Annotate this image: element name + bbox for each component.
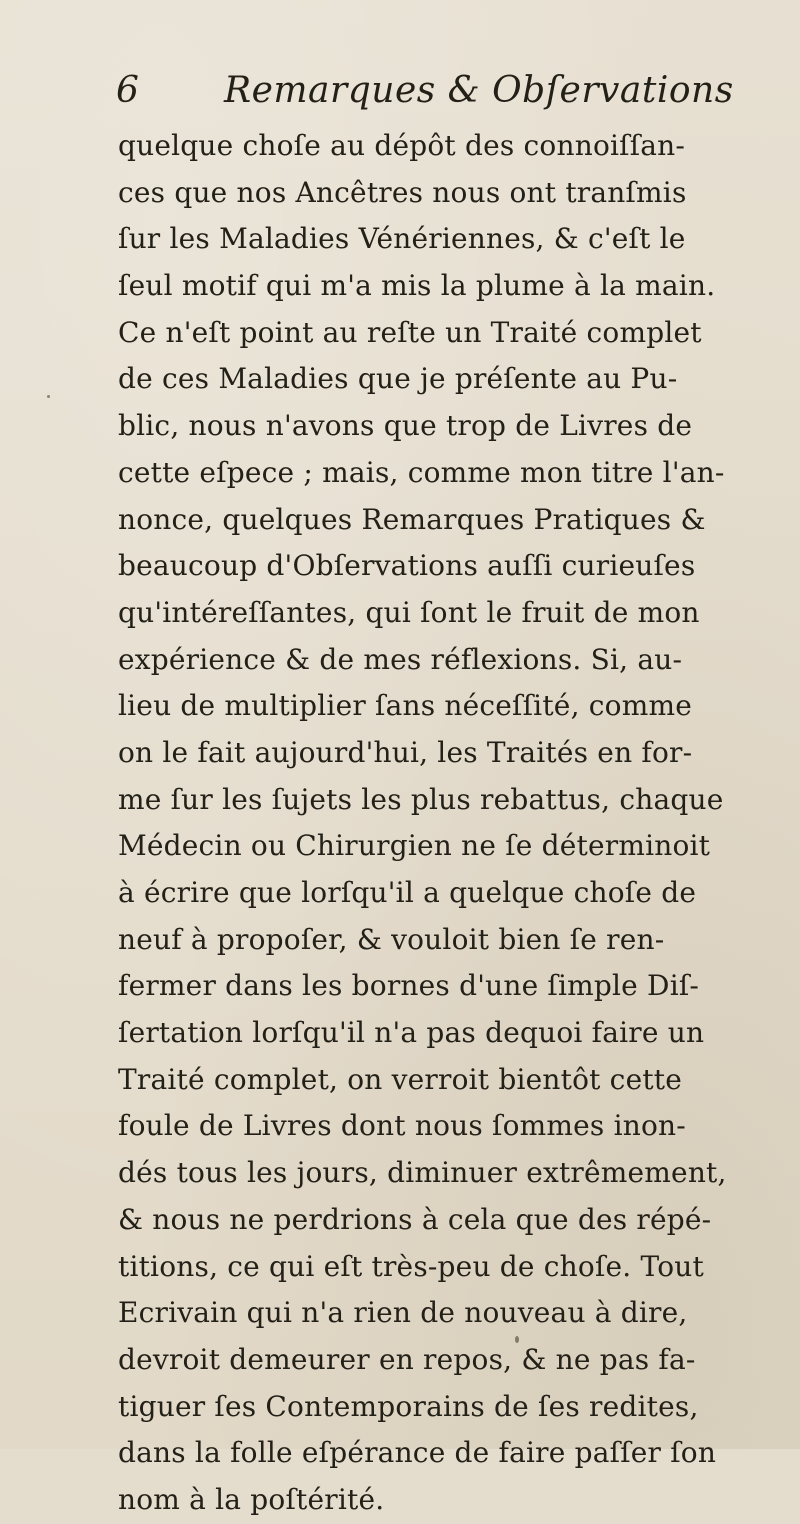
page-number: 6	[116, 70, 139, 111]
text-line: cette eſpece ; mais, comme mon titre l'an-	[118, 455, 725, 489]
text-line: Médecin ou Chirurgien ne ſe déterminoit	[118, 829, 711, 863]
text-line: quelque choſe au dépôt des connoiſſan-	[118, 129, 686, 162]
ink-spot	[47, 395, 50, 398]
text-line: nonce, quelques Remarques Pratiques &	[118, 502, 706, 536]
text-line: on le fait aujourd'hui, les Traités en for-	[118, 735, 693, 769]
text-line: tiguer ſes Contemporains de ſes redites,	[118, 1389, 699, 1423]
text-line: neuf à propoſer, & vouloit bien ſe ren-	[118, 922, 665, 956]
text-line: ſur les Maladies Vénériennes, & c'eſt le	[118, 222, 686, 256]
text-line: ſertation lorſqu'il n'a pas dequoi faire un	[118, 1016, 705, 1050]
text-line: Ecrivain qui n'a rien de nouveau à dire,	[118, 1296, 688, 1330]
text-line: devroit demeurer en repos, & ne pas fa-	[118, 1342, 696, 1376]
text-line: dans la folle eſpérance de faire paſſer ſon	[118, 1436, 717, 1470]
text-line: expérience & de mes réflexions. Si, au-	[118, 642, 683, 676]
text-line: foule de Livres dont nous ſommes inon-	[118, 1109, 686, 1143]
running-title: Remarques & Obſervations	[224, 70, 734, 111]
text-line: blic, nous n'avons que trop de Livres de	[118, 409, 693, 443]
text-line: qu'intéreſſantes, qui ſont le fruit de mon	[118, 595, 700, 629]
text-line: beaucoup d'Obſervations auſſi curieuſes	[118, 549, 696, 583]
page-header	[116, 68, 756, 118]
text-line: me ſur les ſujets les plus rebattus, chaque	[118, 782, 724, 816]
text-line: à écrire que lorſqu'il a quelque choſe de	[118, 876, 697, 909]
text-line: fermer dans les bornes d'une ſimple Diſ-	[118, 969, 700, 1003]
text-line: Ce n'eſt point au reſte un Traité complet	[118, 315, 702, 349]
text-line: Traité complet, on verroit bientôt cette	[118, 1062, 683, 1096]
text-line: titions, ce qui eſt très-peu de choſe. Tout	[118, 1249, 704, 1283]
text-line: & nous ne perdrions à cela que des répé-	[118, 1202, 712, 1236]
text-line: de ces Maladies que je préſente au Pu-	[118, 362, 678, 396]
text-line: nom à la poſtérité.	[118, 1482, 385, 1516]
body-text	[118, 123, 798, 1524]
text-line: lieu de multiplier ſans néceſſité, comme	[118, 689, 692, 723]
text-line: ces que nos Ancêtres nous ont tranſmis	[118, 175, 687, 209]
text-line: ſeul motif qui m'a mis la plume à la main.	[118, 269, 716, 303]
text-line: dés tous les jours, diminuer extrêmement,	[118, 1156, 727, 1190]
ink-spot	[515, 1336, 519, 1343]
